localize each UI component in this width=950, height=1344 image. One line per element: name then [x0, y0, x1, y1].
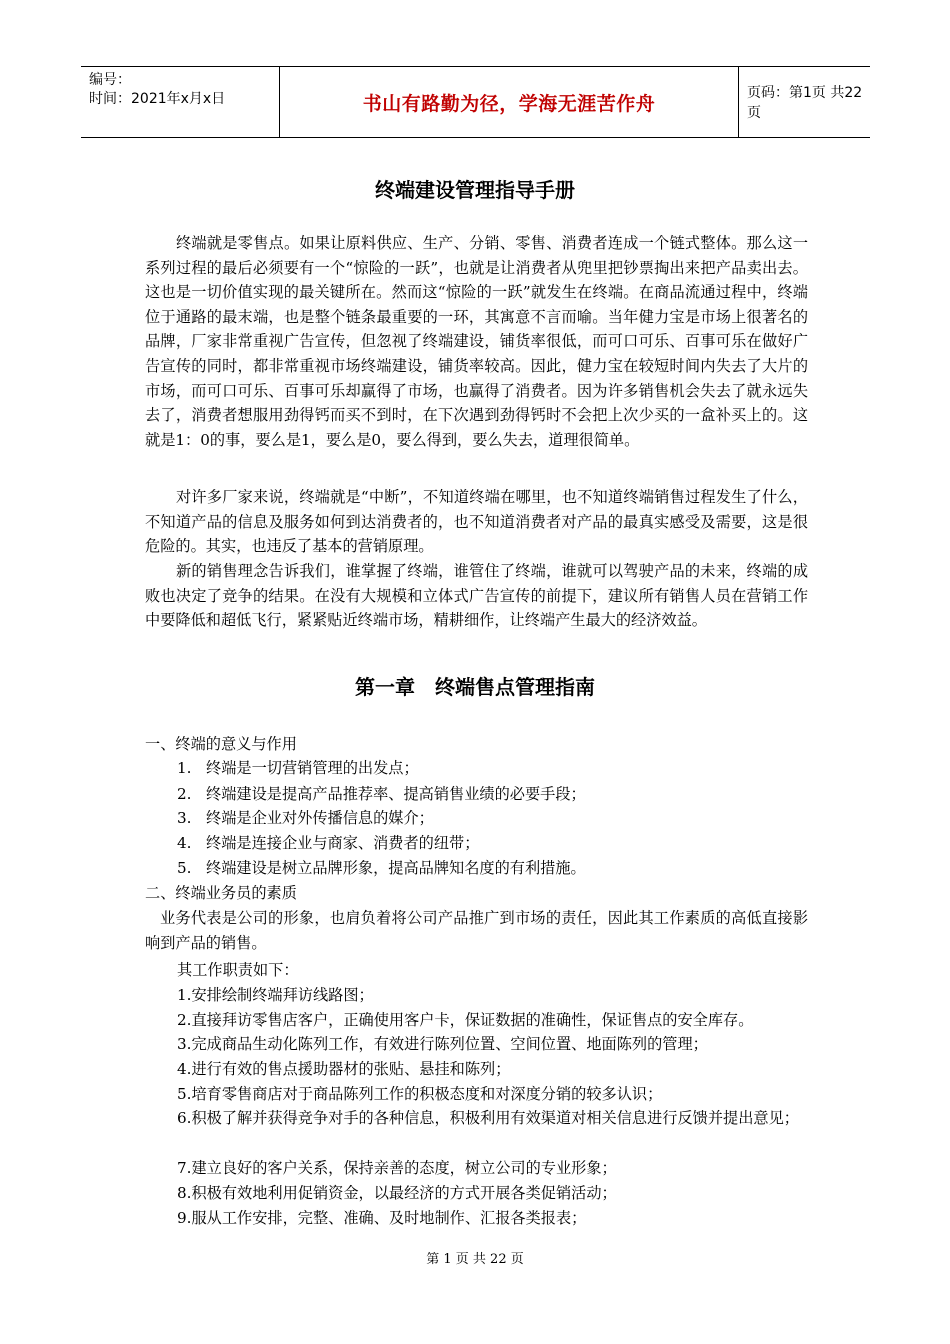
header-motto: [279, 67, 739, 137]
list-text: 终端是连接企业与商家、消费者的纽带；: [206, 834, 480, 852]
section-heading: 二、终端业务员的素质: [145, 884, 297, 902]
list-number: 5.: [177, 859, 192, 877]
intro-paragraph-1: 终端就是零售点。如果让原料供应、生产、分销、零售、消费者连成一个链式整体。那么这一系列过程的最后必须要有一个“惊险的一跃”，也就是让消费者从兜里把钞票掏出来把产品卖出去。这也是一切价值实现的最关键所在。然而这“惊险的一跃”就发生在终端。在商品流通过程中，终端位于通路的最末端，也是整个链条最重要的一环，其寓意不言而喻。当年健力宝是市场上很著名的品牌，厂家非常重视广告宣传，但忽视了终端建设，铺货率很低，而可口可乐、百事可乐在做好广告宣传的同时，都非常重视市场终端建设，铺货率较高。因此，健力宝在较短时间内失去了大片的市场，而可口可乐、百事可乐却赢得了市场，也赢得了消费者。因为许多销售机会失去了就永远失去了，消费者想服用劲得钙而买不到时，在下次遇到劲得钙时不会把上次少买的一盒补买上的。这就是1：0的事，要么是1，要么是0，要么得到，要么失去，道理很简单。: [145, 234, 808, 449]
list-item: [177, 756, 419, 780]
list-number: 1.: [177, 759, 192, 777]
list-item: [177, 831, 479, 855]
list-text: 终端建设是提高产品推荐率、提高销售业绩的必要手段；: [206, 785, 586, 803]
intro-paragraph-2: 对许多厂家来说，终端就是“中断”，不知道终端在哪里，也不知道终端销售过程发生了什么，不知道产品的信息及服务如何到达消费者的，也不知道消费者对产品的最真实感受及需要，这是很危险的。其实，也违反了基本的营销原理。: [145, 488, 808, 556]
list-text: 终端是企业对外传播信息的媒介；: [206, 809, 434, 827]
list-number: 4.: [177, 834, 192, 852]
page-footer: 第 1 页 共 22 页: [426, 1252, 524, 1267]
header-page-info: 页码：第1页 共22页: [747, 85, 863, 121]
page-header: [81, 66, 870, 138]
code-label: 编号：: [89, 72, 131, 88]
duty-item: 4.进行有效的售点援助器材的张贴、悬挂和陈列；: [177, 1060, 511, 1078]
duty-item: 1.安排绘制终端拜访线路图；: [177, 986, 374, 1004]
section-intro-paragraph: 业务代表是公司的形象，也肩负着将公司产品推广到市场的责任，因此其工作素质的高低直接影响到产品的销售。: [145, 909, 808, 952]
section-heading: 一、终端的意义与作用: [145, 735, 297, 753]
header-meta: [81, 67, 279, 137]
chapter-title: 第一章 终端售点管理指南: [355, 675, 595, 699]
list-number: 3.: [177, 809, 192, 827]
duty-item: 5.培育零售商店对于商品陈列工作的积极态度和对深度分销的较多认识；: [177, 1085, 663, 1103]
duty-item: 9.服从工作安排，完整、准确、及时地制作、汇报各类报表；: [177, 1209, 587, 1227]
duty-item: 7.建立良好的客户关系，保持亲善的态度，树立公司的专业形象；: [177, 1159, 617, 1177]
list-text: 终端是一切营销管理的出发点；: [206, 759, 419, 777]
list-number: 2.: [177, 785, 192, 803]
duty-item: 2.直接拜访零售店客户，正确使用客户卡，保证数据的准确性，保证售点的安全库存。: [177, 1011, 754, 1029]
list-item: [177, 856, 586, 880]
list-text: 终端建设是树立品牌形象，提高品牌知名度的有利措施。: [206, 859, 586, 877]
list-item: [177, 806, 434, 830]
duty-item: 8.积极有效地利用促销资金，以最经济的方式开展各类促销活动；: [177, 1184, 617, 1202]
duties-heading: 其工作职责如下：: [177, 961, 299, 979]
motto-text: 书山有路勤为径，学海无涯苦作舟: [362, 92, 656, 115]
date-label: 时间：2021年x月x日: [89, 91, 226, 107]
duty-item: 3.完成商品生动化陈列工作，有效进行陈列位置、空间位置、地面陈列的管理；: [177, 1035, 708, 1053]
duty-item: 6.积极了解并获得竞争对手的各种信息，积极利用有效渠道对相关信息进行反馈并提出意见；: [177, 1109, 799, 1127]
intro-paragraph-3: 新的销售理念告诉我们，谁掌握了终端，谁管住了终端，谁就可以驾驶产品的未来，终端的成败也决定了竞争的结果。在没有大规模和立体式广告宣传的前提下，建议所有销售人员在营销工作中要降低和超低飞行，紧紧贴近终端市场，精耕细作，让终端产生最大的经济效益。: [145, 562, 808, 630]
document-title: 终端建设管理指导手册: [375, 178, 575, 202]
list-item: [177, 782, 586, 806]
